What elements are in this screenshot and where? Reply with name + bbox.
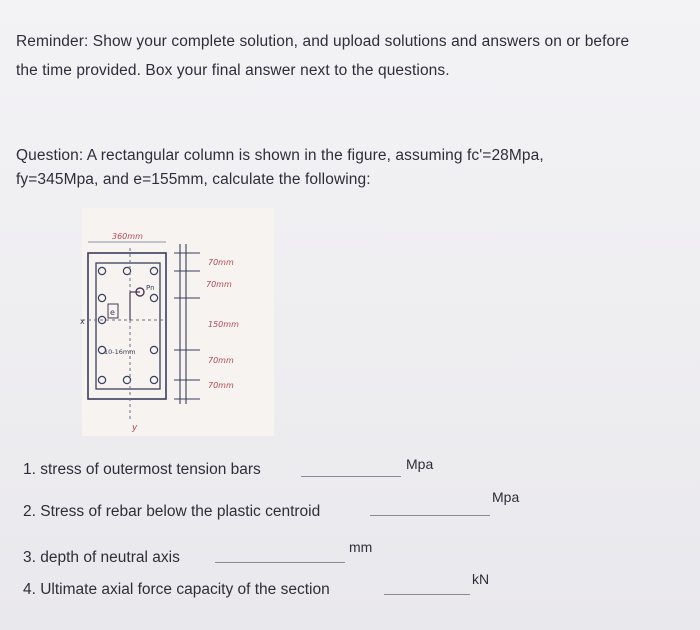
answer-unit-4: kN bbox=[472, 571, 490, 587]
dimension-lines bbox=[174, 244, 200, 404]
dim-label-3: 150mm bbox=[208, 320, 239, 329]
dim-label-1: 70mm bbox=[208, 258, 234, 267]
dim-label-4: 70mm bbox=[208, 356, 234, 365]
answer-blank-2[interactable] bbox=[370, 515, 490, 516]
reminder-line-2: the time provided. Box your final answer next to the questions. bbox=[16, 62, 450, 79]
pn-label: Pn bbox=[146, 284, 155, 292]
question-line-2: fy=345Mpa, and e=155mm, calculate the following: bbox=[16, 171, 371, 188]
bar-label: 10-16mm bbox=[104, 348, 136, 356]
answer-blank-4[interactable] bbox=[384, 594, 470, 595]
dim-label-5: 70mm bbox=[208, 381, 234, 390]
x-axis-label: x bbox=[80, 317, 85, 326]
width-label: 360mm bbox=[112, 232, 143, 241]
question-item-1: 1. stress of outermost tension bars bbox=[23, 461, 261, 478]
reminder-line-1: Reminder: Show your complete solution, and upload solutions and answers on or before bbox=[16, 33, 630, 50]
answer-blank-1[interactable] bbox=[301, 476, 401, 477]
answer-unit-2: Mpa bbox=[492, 489, 520, 505]
column-tie bbox=[96, 263, 160, 389]
question-item-3: 3. depth of neutral axis bbox=[23, 549, 180, 566]
question-line-1: Question: A rectangular column is shown in the figure, assuming fc'=28Mpa, bbox=[16, 147, 544, 164]
y-axis-label: y bbox=[132, 423, 138, 433]
column-section-figure bbox=[82, 208, 274, 436]
e-label: e bbox=[110, 308, 115, 317]
dim-label-2: 70mm bbox=[206, 280, 232, 289]
question-item-2: 2. Stress of rebar below the plastic centroid bbox=[23, 503, 321, 520]
answer-blank-3[interactable] bbox=[215, 562, 345, 563]
answer-unit-3: mm bbox=[349, 539, 373, 555]
answer-unit-1: Mpa bbox=[406, 456, 434, 472]
question-item-4: 4. Ultimate axial force capacity of the section bbox=[23, 581, 330, 598]
